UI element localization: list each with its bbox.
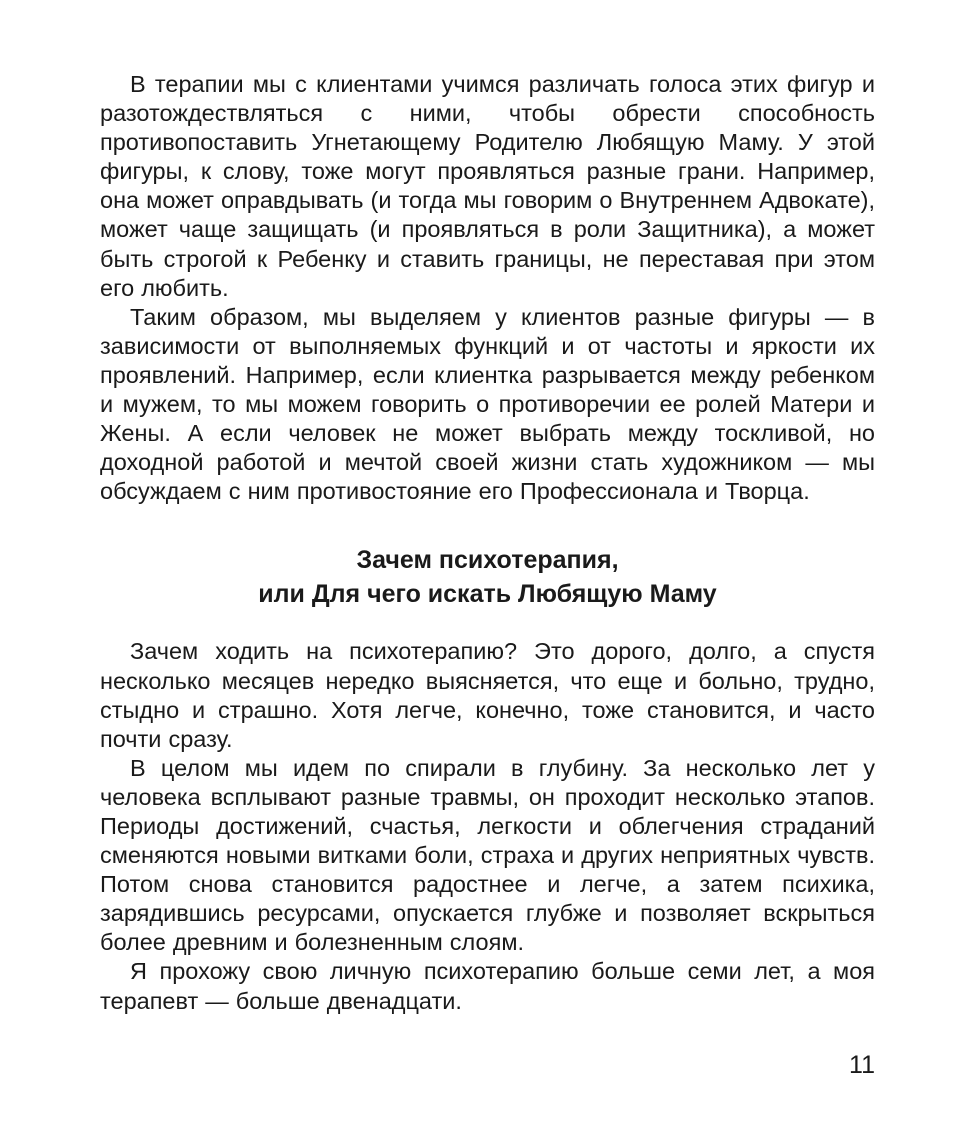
- section-title-line-1: Зачем психотерапия,: [356, 546, 619, 575]
- paragraph-figures-voices: В терапии мы с клиентами учимся различать голоса этих фигур и разотождествляться с ними, чтобы обрести способность противопоставить Угнетающему Родителю Любящую Маму. У этой фигуры, к слову, тоже могут проявляться разные грани. Например, она может оправдывать (и тогда мы говорим о Внутреннем Адвокате), может чаще защищать (и проявляться в роли Защитника), а может быть строгой к Ребенку и ставить границы, не переставая при этом его любить.: [100, 71, 875, 301]
- section-title: [100, 543, 875, 611]
- paragraph-personal-therapy: Я прохожу свою личную психотерапию больше семи лет, а моя терапевт — больше двенадцати.: [100, 958, 875, 1014]
- paragraph-spiral: В целом мы идем по спирали в глубину. За несколько лет у человека всплывают разные травмы, он проходит несколько этапов. Периоды достижений, счастья, легкости и облегчения страданий сменяются новыми витками боли, страха и других неприятных чувств. Потом снова становится радостнее и легче, а затем психика, зарядившись ресурсами, опускается глубже и позволяет вскрыться более древним и болезненным слоям.: [100, 754, 875, 956]
- section-title-line-2: или Для чего искать Любящую Маму: [258, 580, 717, 609]
- paragraph-figures-roles: Таким образом, мы выделяем у клиентов разные фигуры — в зависимости от выполняемых функций и от частоты и яркости их проявлений. Например, если клиентка разрывается между ребенком и мужем, то мы можем говорить о противоречии ее ролей Матери и Жены. А если человек не может выбрать между тоскливой, но доходной работой и мечтой своей жизни стать художником — мы обсуждаем с ним противостояние его Профессионала и Творца.: [100, 303, 875, 505]
- page-number: 11: [849, 1051, 875, 1079]
- paragraph-why-therapy: Зачем ходить на психотерапию? Это дорого, долго, а спустя несколько месяцев нередко выясняется, что еще и больно, трудно, стыдно и страшно. Хотя легче, конечно, тоже становится, и часто почти сразу.: [100, 638, 875, 752]
- page-content: [100, 70, 875, 1016]
